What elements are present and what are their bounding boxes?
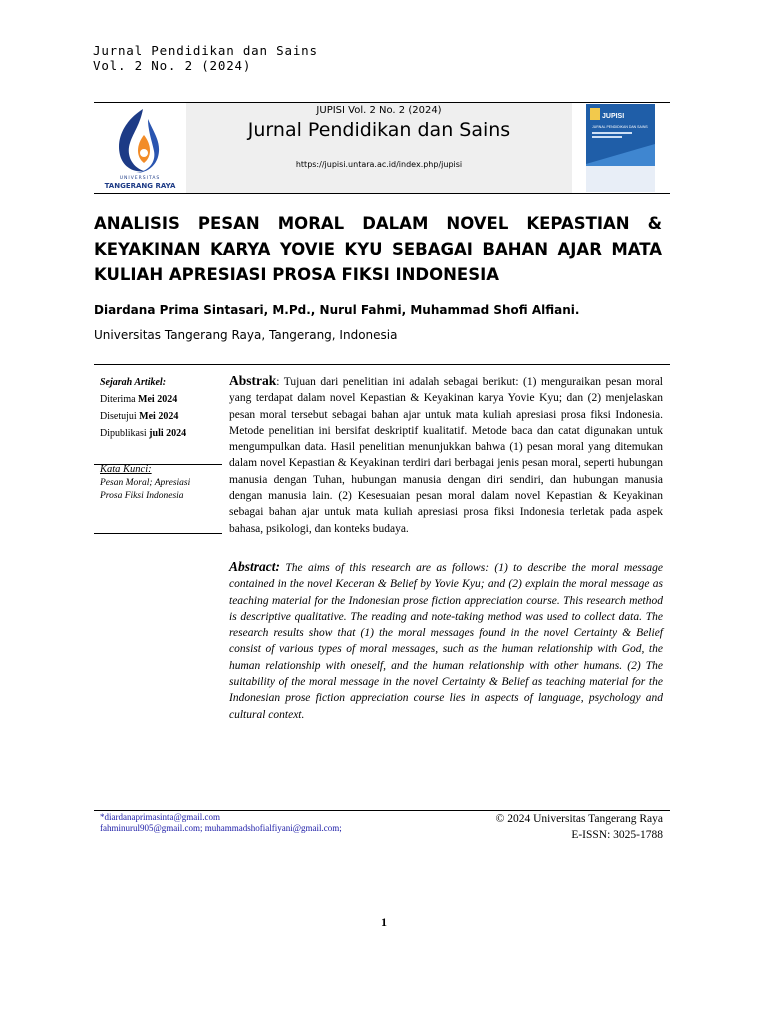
email-line-2[interactable]: fahminurul905@gmail.com; muhammadshofialfiyani@gmail.com;	[100, 823, 342, 833]
article-title: ANALISIS PESAN MORAL DALAM NOVEL KEPASTIAN & KEYAKINAN KARYA YOVIE KYU SEBAGAI BAHAN AJAR MATA KULIAH APRESIASI PROSA FIKSI INDONESIA	[94, 214, 662, 284]
abstract-id-label: Abstrak	[229, 373, 277, 388]
author-emails	[100, 812, 342, 834]
header-divider	[94, 364, 670, 365]
article-authors: Diardana Prima Sintasari, M.Pd., Nurul Fahmi, Muhammad Shofi Alfiani.	[94, 303, 580, 317]
keywords-block	[100, 463, 190, 503]
cover-image	[586, 104, 655, 192]
article-affiliation: Universitas Tangerang Raya, Tangerang, Indonesia	[94, 328, 398, 342]
running-head-volume: Vol. 2 No. 2 (2024)	[93, 58, 252, 73]
keywords-line-1: Pesan Moral; Apresiasi	[100, 478, 191, 488]
article-history	[100, 374, 186, 442]
history-published: Dipublikasi juli 2024	[100, 428, 187, 439]
abstract-english	[229, 559, 663, 723]
running-head-journal: Jurnal Pendidikan dan Sains	[93, 43, 318, 58]
banner-volume: JUPISI Vol. 2 No. 2 (2024)	[316, 105, 442, 116]
keywords-heading: Kata Kunci:	[100, 464, 152, 475]
banner-url[interactable]: https://jupisi.untara.ac.id/index.php/jupisi	[295, 160, 463, 169]
abstract-en-text: The aims of this research are as follows: (1) to describe the moral message contained in the novel Keceran & Belief by Yovie Kyu; and (2) explain the moral message as teaching material for the Indonesian prose fiction appreciation course. This research method is descriptive qualitative. The reading and note-taking method was used to collect data. The research results show that (1) the moral messages found in the novel Certainty & Belief consist of various types of moral messages, such as the human relationship with God, the human relationship with oneself, and the human relationship with other humans. (2) The suitability of the moral message in the novel Certainty & Belief as teaching material for the Indonesian prose fiction appreciation course lies in aspects of language, psychology and cultural context.	[229, 562, 663, 721]
copyright-text: © 2024 Universitas Tangerang Raya	[495, 813, 663, 825]
issn-text: E-ISSN: 3025-1788	[571, 829, 663, 841]
history-received: Diterima Mei 2024	[100, 394, 178, 405]
journal-banner	[94, 102, 670, 194]
flame-logo-icon	[96, 105, 184, 177]
keywords-divider	[94, 533, 222, 534]
logo-text-big: TANGERANG RAYA	[104, 182, 176, 190]
banner-journal-title: Jurnal Pendidikan dan Sains	[247, 119, 511, 141]
journal-cover-thumbnail	[586, 104, 655, 192]
email-line-1[interactable]: *diardanaprimasinta@gmail.com	[100, 812, 221, 822]
copyright-block	[440, 811, 663, 843]
logo-text-small: UNIVERSITAS	[119, 176, 161, 181]
history-approved: Disetujui Mei 2024	[100, 411, 179, 422]
abstract-en-label: Abstract:	[229, 559, 281, 574]
running-head	[93, 43, 318, 73]
keywords-line-2: Prosa Fiksi Indonesia	[100, 491, 184, 501]
cover-subtitle-text: JURNAL PENDIDIKAN DAN SAINS	[592, 125, 648, 129]
page-number: 1	[381, 915, 387, 929]
banner-center	[186, 103, 572, 193]
cover-title-text: JUPISI	[602, 113, 625, 120]
abstract-indonesian	[229, 373, 663, 537]
history-heading: Sejarah Artikel:	[100, 377, 167, 388]
university-logo	[96, 105, 184, 191]
abstract-id-text: : Tujuan dari penelitian ini adalah sebagai berikut: (1) menguraikan pesan moral yang terdapat dalam novel Kepastian & Keyakinan karya Yovie Kyu; dan (2) menjelaskan pesan moral tersebut sebagai bahan ajar untuk mata kuliah apresiasi prosa fiksi Indonesia. Metode penelitian ini bersifat deskriptif kualitatif. Metode baca dan catat digunakan untuk mengumpulkan data. Hasil penelitian menunjukkan bahwa (1) pesan moral yang ditemukan dalam novel Kepastian & Keyakinan terdiri dari berbagai jenis pesan moral, seperti hubungan manusia dengan Tuhan, hubungan manusia dengan diri sendiri, dan hubungan manusia dengan manusia lain. (2) Kesesuaian pesan moral dalam novel Kepastian & Keyakinan sebagai bahan ajar untuk mata kuliah apresiasi prosa fiksi Indonesia terletak pada aspek bahasa, psikologi, dan konteks budaya.	[229, 376, 663, 535]
